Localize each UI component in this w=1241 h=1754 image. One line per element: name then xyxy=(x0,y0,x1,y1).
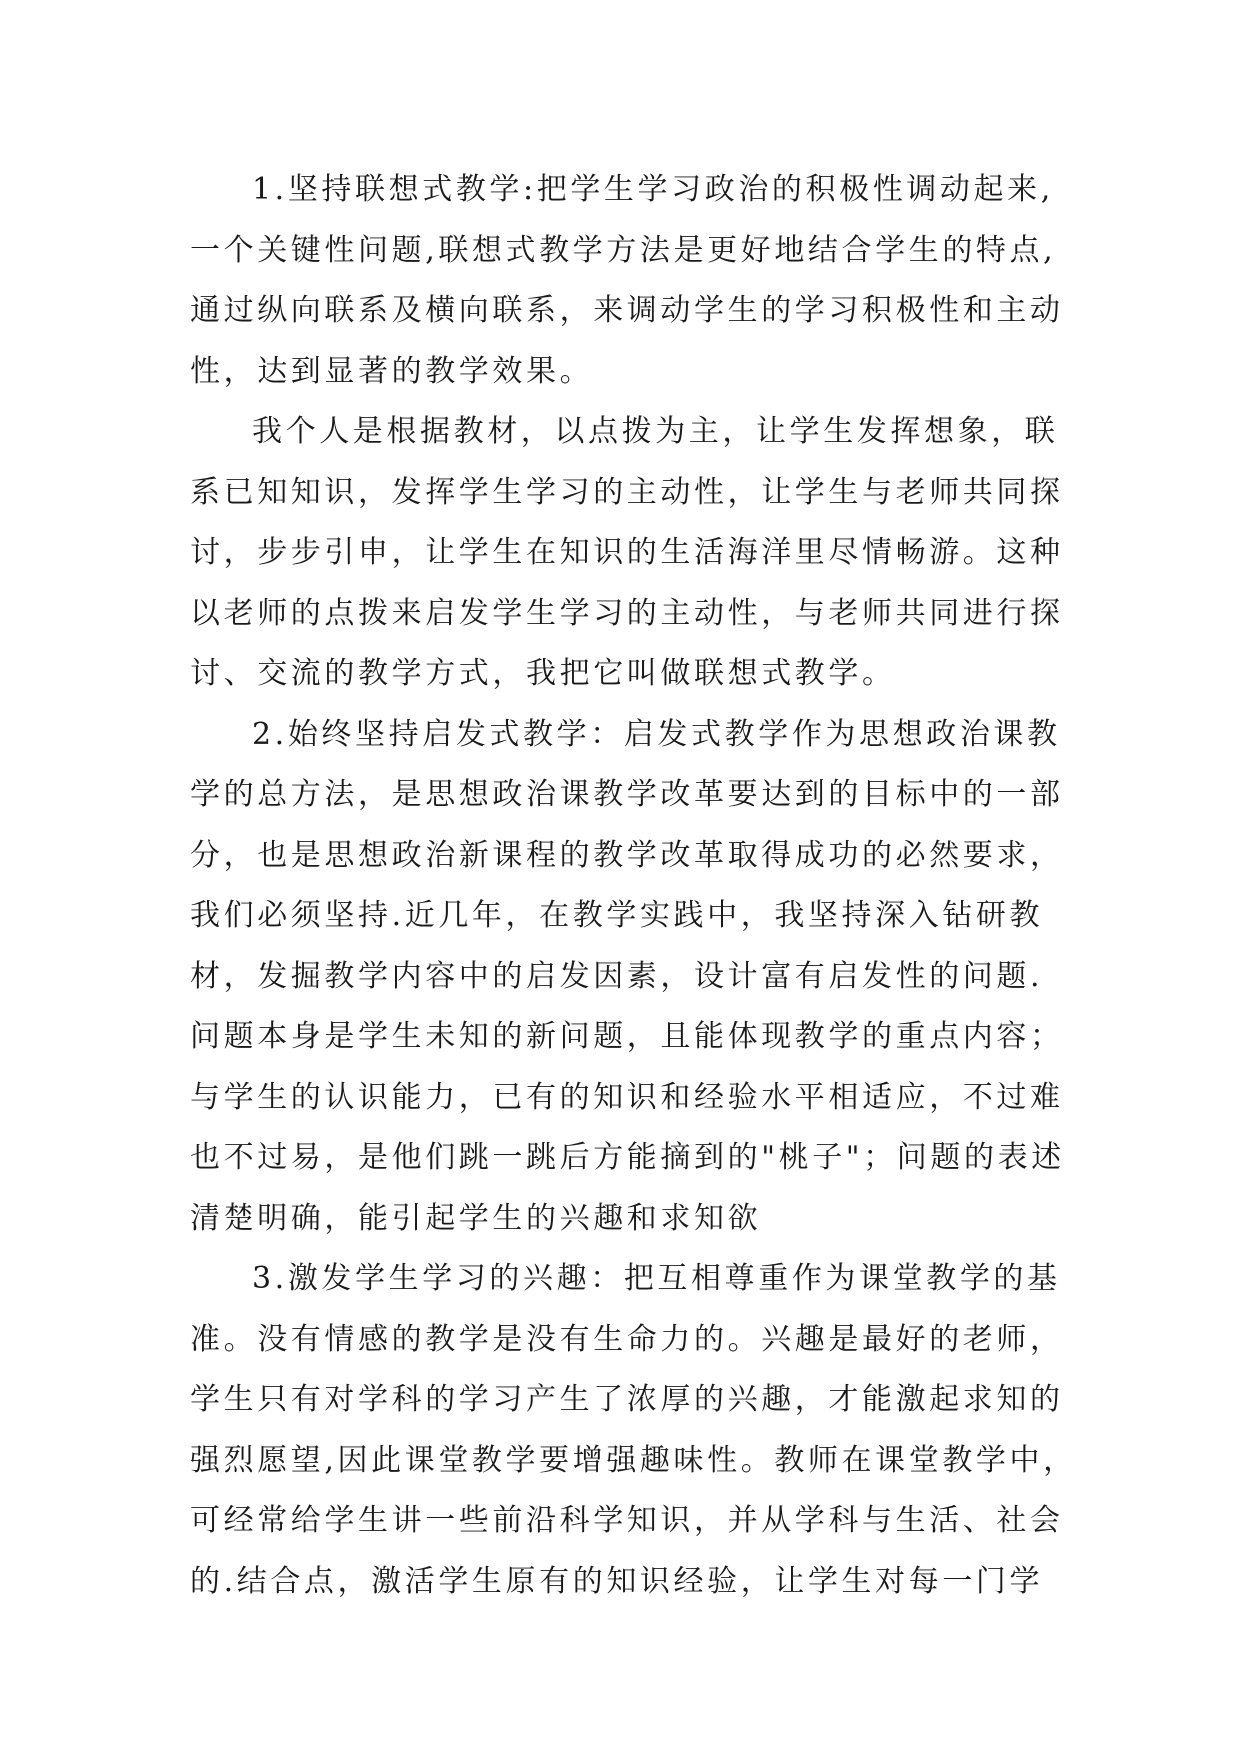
text-line: 讨、交流的教学方式，我把它叫做联想式教学。 xyxy=(190,656,896,691)
text-line: 一个关键性问题,联想式教学方法是更好地结合学生的特点, xyxy=(190,232,1057,268)
text-line: 2.始终坚持启发式教学：启发式教学作为思想政治课教 xyxy=(252,716,1061,752)
text-line: 的.结合点，激活学生原有的知识经验，让学生对每一门学 xyxy=(190,1563,1044,1599)
text-line: 可经常给学生讲一些前沿科学知识，并从学科与生活、社会 xyxy=(190,1503,1064,1538)
text-line: 清楚明确，能引起学生的兴趣和求知欲 xyxy=(190,1200,762,1236)
text-line: 我们必须坚持.近几年，在教学实践中，我坚持深入钻研教 xyxy=(190,898,1044,933)
text-line: 学生只有对学科的学习产生了浓厚的兴趣，才能激起求知的 xyxy=(190,1382,1064,1417)
text-line: 学的总方法，是思想政治课教学改革要达到的目标中的一部 xyxy=(190,777,1064,812)
text-line: 材，发掘教学内容中的启发因素，设计富有启发性的问题. xyxy=(190,958,1044,994)
text-line: 与学生的认识能力，已有的知识和经验水平相适应，不过难 xyxy=(190,1079,1064,1115)
text-line: 讨，步步引申，让学生在知识的生活海洋里尽情畅游。这种 xyxy=(190,535,1064,570)
text-line: 分，也是思想政治新课程的教学改革取得成功的必然要求， xyxy=(190,837,1064,873)
text-line: 也不过易，是他们跳一跳后方能摘到的"桃子"；问题的表述 xyxy=(190,1140,1065,1175)
text-line: 1.坚持联想式教学:把学生学习政治的积极性调动起来, xyxy=(252,172,1054,207)
text-line: 准。没有情感的教学是没有生命力的。兴趣是最好的老师， xyxy=(190,1321,1064,1357)
text-line: 3.激发学生学习的兴趣：把互相尊重作为课堂教学的基 xyxy=(252,1261,1061,1296)
text-line: 以老师的点拨来启发学生学习的主动性，与老师共同进行探 xyxy=(190,595,1064,631)
text-line: 性，达到显著的教学效果。 xyxy=(190,353,594,389)
text-line: 我个人是根据教材，以点拨为主，让学生发挥想象，联 xyxy=(252,414,1059,449)
text-line: 强烈愿望,因此课堂教学要增强趣味性。教师在课堂教学中， xyxy=(190,1442,1077,1478)
text-line: 问题本身是学生未知的新问题，且能体现教学的重点内容； xyxy=(190,1019,1064,1054)
text-line: 系已知知识，发挥学生学习的主动性，让学生与老师共同探 xyxy=(190,474,1064,510)
document-body xyxy=(190,160,1090,1612)
text-line: 通过纵向联系及横向联系，来调动学生的学习积极性和主动 xyxy=(190,293,1064,328)
